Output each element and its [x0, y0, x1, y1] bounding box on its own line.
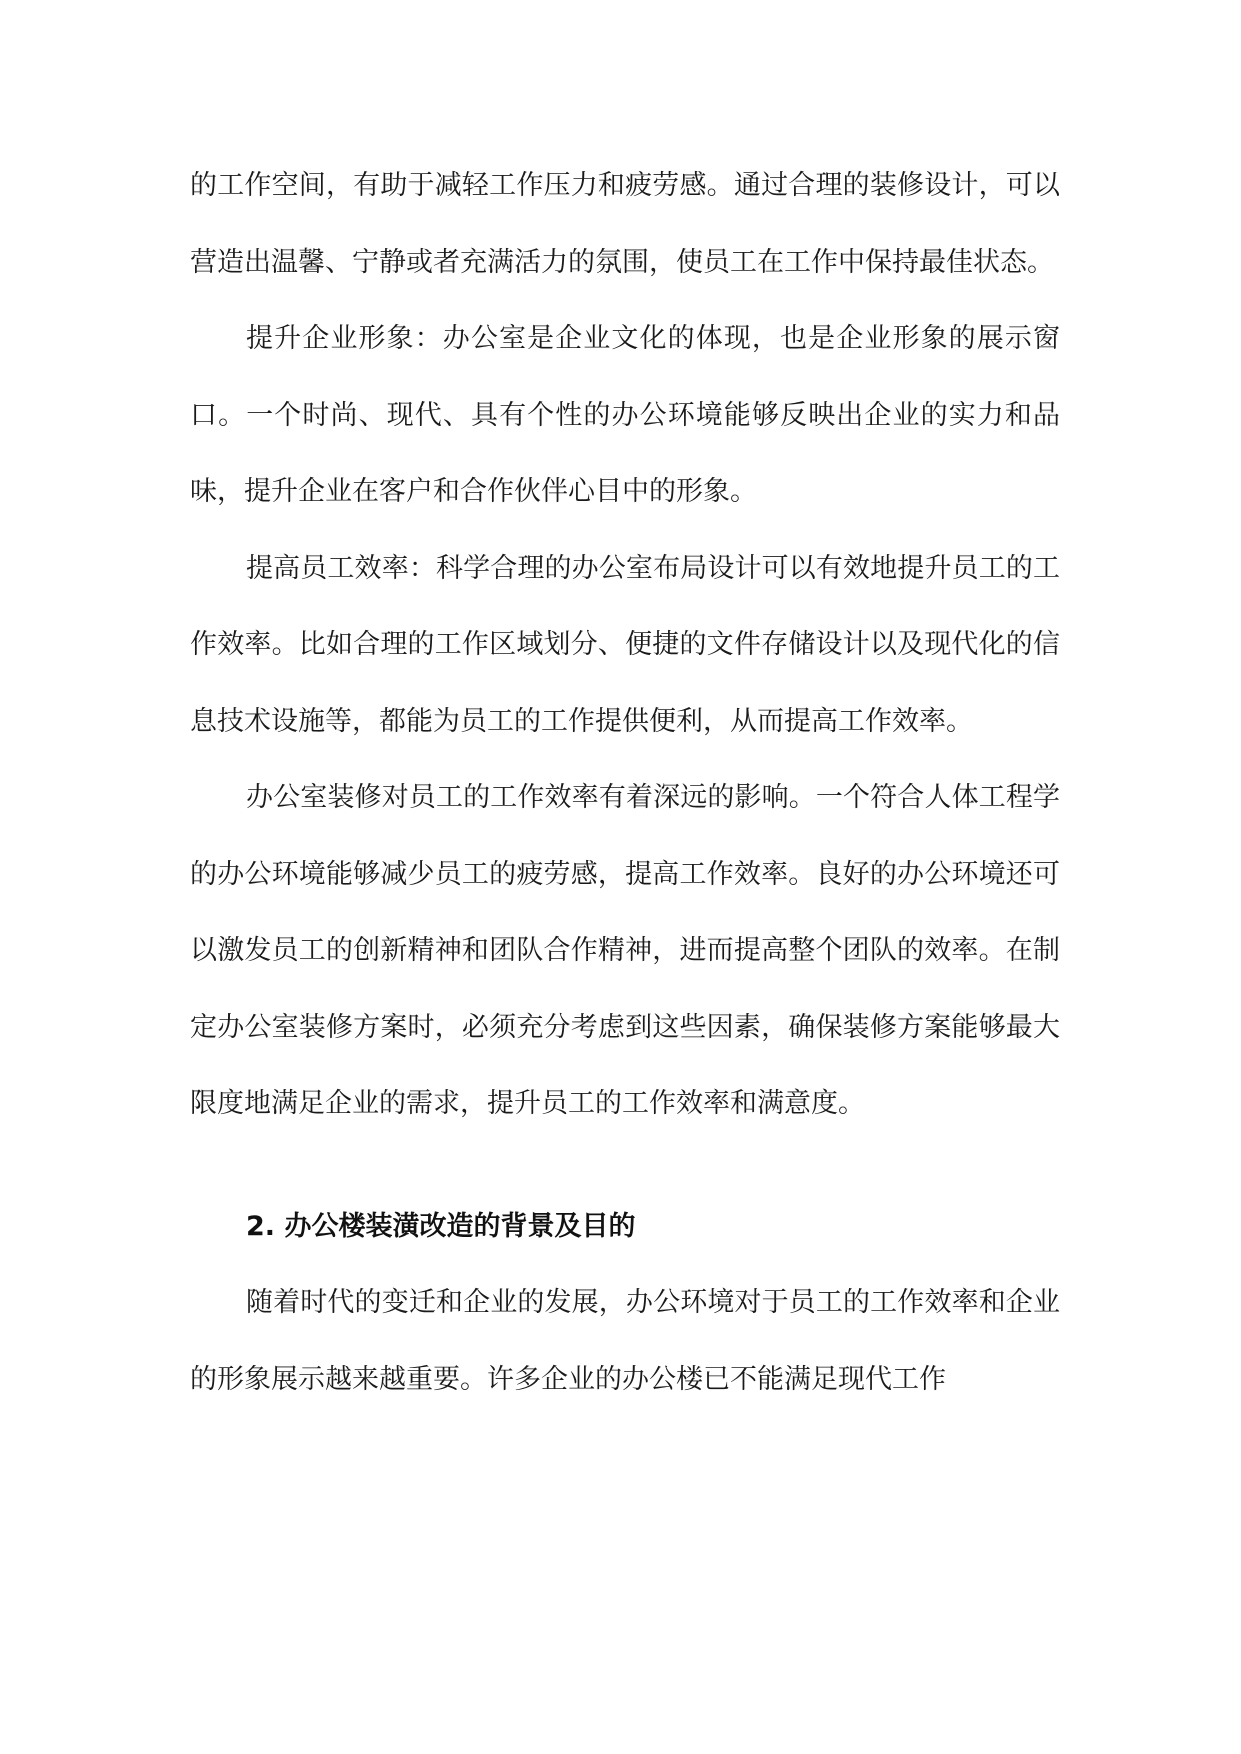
- paragraph-employee-efficiency: 提高员工效率：科学合理的办公室布局设计可以有效地提升员工的工作效率。比如合理的工作区域划分、便捷的文件存储设计以及现代化的信息技术设施等，都能为员工的工作提供便利，从而提高工作效率。: [190, 552, 1060, 737]
- paragraph-background: 随着时代的变迁和企业的发展，办公环境对于员工的工作效率和企业的形象展示越来越重要。许多企业的办公楼已不能满足现代工作: [190, 1287, 1060, 1395]
- paragraph-enterprise-image: 提升企业形象：办公室是企业文化的体现，也是企业形象的展示窗口。一个时尚、现代、具有个性的办公环境能够反映出企业的实力和品味，提升企业在客户和合作伙伴心目中的形象。: [190, 323, 1060, 507]
- section-heading: 2. 办公楼装潢改造的背景及目的: [246, 1210, 636, 1242]
- section-spacer: [190, 1143, 1060, 1189]
- document-body: [190, 148, 1060, 1418]
- paragraph-decoration-impact: 办公室装修对员工的工作效率有着深远的影响。一个符合人体工程学的办公环境能够减少员工的疲劳感，提高工作效率。良好的办公环境还可以激发员工的创新精神和团队合作精神，进而提高整个团队的效率。在制定办公室装修方案时，必须充分考虑到这些因素，确保装修方案能够最大限度地满足企业的需求，提升员工的工作效率和满意度。: [190, 782, 1060, 1119]
- paragraph-continued: 的工作空间，有助于减轻工作压力和疲劳感。通过合理的装修设计，可以营造出温馨、宁静或者充满活力的氛围，使员工在工作中保持最佳状态。: [190, 170, 1060, 278]
